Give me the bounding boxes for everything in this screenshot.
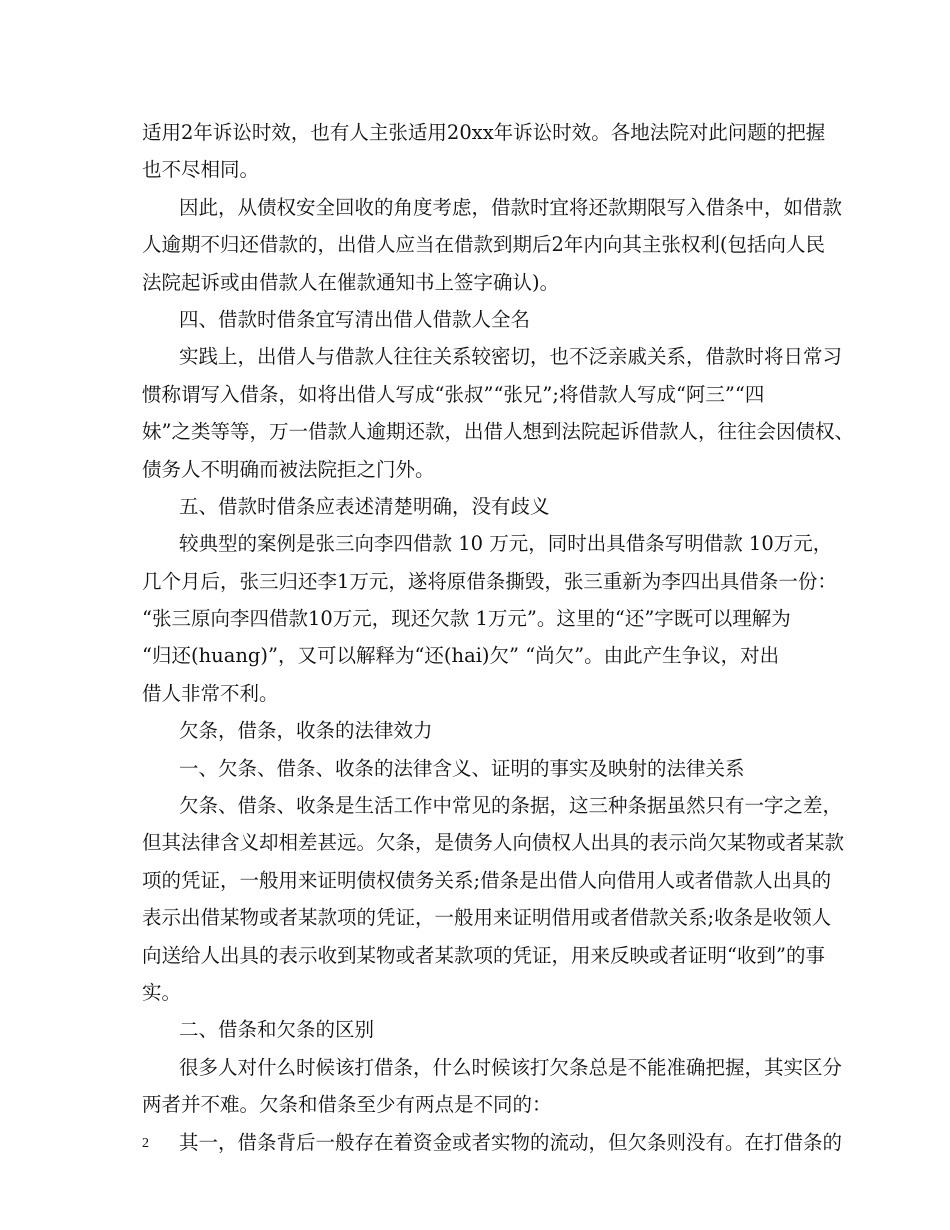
paragraph-start-line: 因此，从债权安全回收的角度考虑，借款时宜将还款期限写入借条中，如借款: [179, 195, 843, 219]
section-heading: 四、借款时借条宜写清出借人借款人全名: [179, 307, 531, 331]
section-title: 欠条，借条，收条的法律效力: [179, 719, 433, 743]
paragraph-start-line: 较典型的案例是张三向李四借款 10 万元，同时出具借条写明借款 10万元，: [179, 532, 833, 556]
text-line: 但其法律含义却相差甚远。欠条，是债务人向债权人出具的表示尚欠某物或者某款: [142, 831, 845, 855]
text-line: 借人非常不利。: [142, 681, 279, 705]
text-line: 妹”之类等等，万一借款人逾期还款，出借人想到法院起诉借款人，往往会因债权、: [142, 420, 854, 444]
text-line: 表示出借某物或者某款项的凭证，一般用来证明借用或者借款关系;收条是收领人: [142, 906, 832, 930]
document-body: [142, 114, 854, 1161]
text-line: 人逾期不归还借款的，出借人应当在借款到期后2年内向其主张权利(包括向人民: [142, 233, 826, 257]
text-line: 债务人不明确而被法院拒之门外。: [142, 457, 435, 481]
section-heading: 一、欠条、借条、收条的法律含义、证明的事实及映射的法律关系: [179, 756, 745, 780]
page-number: 2: [142, 1136, 149, 1151]
text-line: “张三原向李四借款10万元，现还欠款 1万元”。这里的“还”字既可以理解为: [142, 607, 791, 631]
paragraph-start-line: 欠条、借条、收条是生活工作中常见的条据，这三种条据虽然只有一字之差，: [179, 794, 843, 818]
paragraph-start-line: 实践上，出借人与借款人往往关系较密切，也不泛亲戚关系，借款时将日常习: [179, 345, 843, 369]
text-line: 项的凭证，一般用来证明债权债务关系;借条是出借人向借用人或者借款人出具的: [142, 868, 832, 892]
text-line: 实。: [142, 980, 182, 1004]
section-heading: 五、借款时借条应表述清楚明确，没有歧义: [179, 494, 550, 518]
text-line: 两者并不难。欠条和借条至少有两点是不同的：: [142, 1093, 552, 1117]
text-line: 也不尽相同。: [142, 158, 260, 182]
text-line: 适用2年诉讼时效，也有人主张适用20xx年诉讼时效。各地法院对此问题的把握: [142, 121, 826, 144]
text-line: 几个月后，张三归还李1万元，遂将原借条撕毁，张三重新为李四出具借条一份：: [142, 569, 837, 593]
text-line: 向送给人出具的表示收到某物或者某款项的凭证，用来反映或者证明“收到”的事: [142, 943, 825, 967]
section-heading: 二、借条和欠条的区别: [179, 1018, 375, 1042]
paragraph-start-line: 其一，借条背后一般存在着资金或者实物的流动，但欠条则没有。在打借条的: [179, 1130, 843, 1154]
text-line: 法院起诉或由借款人在催款通知书上签字确认)。: [142, 270, 560, 294]
text-line: 惯称谓写入借条，如将出借人写成“张叔”“张兄”;将借款人写成“阿三”“四: [142, 382, 765, 406]
text-line: “归还(huang)”，又可以解释为“还(hai)欠” “尚欠”。由此产生争议，对出: [142, 644, 780, 668]
paragraph-start-line: 很多人对什么时候该打借条，什么时候该打欠条总是不能准确把握，其实区分: [179, 1055, 843, 1079]
